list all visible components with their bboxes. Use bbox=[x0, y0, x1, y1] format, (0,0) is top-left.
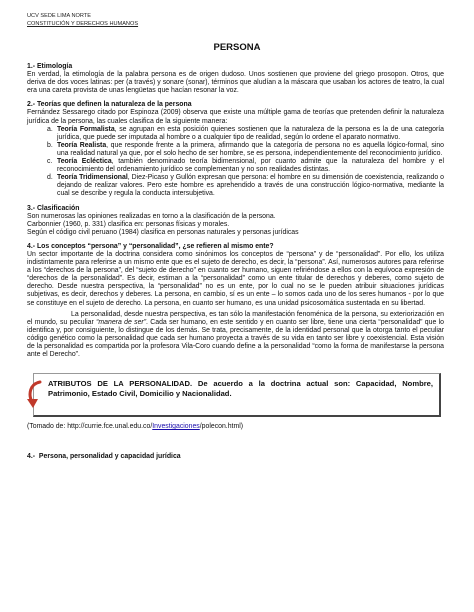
attributes-callout-box bbox=[33, 373, 441, 417]
attributes-text: ATRIBUTOS DE LA PERSONALIDAD. De acuerdo a la doctrina actual son: Capacidad, Nombre, Patrimonio, Estado Civil, Domicilio y Nacionalidad. bbox=[48, 379, 433, 399]
theory-text: , Diez-Picaso y Gullón expresan que persona: el hombre en su dimensión de coexistencia, realizando o dejando de realizar valores. Pero este hombre es aprehendido a través de una construcción lógico-normativa, mediante la cual se describe y regula la conducta intersubjetiva. bbox=[57, 174, 444, 198]
theory-text: , también denominado teoría bidimensional, por cuanto admite que la naturaleza del hombre y el reconocimiento del ordenamiento jurídico se complementan y no son realidades distintas. bbox=[57, 158, 444, 174]
theory-name: Teoría Formalista bbox=[57, 125, 115, 133]
curved-arrow-icon bbox=[26, 380, 46, 410]
paragraph-text: . Cada ser humano, en este sentido y en cuanto ser libre, tiene una cierta “personalidad” que lo identifica y, por consiguiente, lo distingue de los demás. Se trata, precisamente, de la identidad personal que la otorga tanto el peculiar código genético como la personalidad que cada ser humano proyecta a través de su vida en tanto ser libre y coexistencial. Esta visión de la personalidad es compartida por la profesora Vila-Coro cuando define a la personalidad “como la forma de manifestarse la persona ante el Derecho”. bbox=[27, 318, 444, 359]
section-heading-clasificacion: 3.- Clasificación bbox=[27, 204, 80, 212]
section-text-etimologia: En verdad, la etimología de la palabra persona es de origen dudoso. Unos sostienen que proviene del griego prosopon. Otros, que deriva de dos voces latinas: per (a través) y sonare (sonar), términos que aludían a la máscara que usaban los actores de teatro, la cual era una careta provista de unas lengüetas que hacían resonar la voz. bbox=[27, 71, 444, 95]
theory-text: , que responde frente a la primera, afirmando que la categoría de persona no es aquella lógico-formal, sino una realidad natural ya que, por el solo hecho de ser hombre, se es persona, independientemente del reconocimiento jurídico. bbox=[57, 141, 444, 157]
theory-name: Teoría Ecléctica bbox=[57, 158, 112, 166]
list-item bbox=[47, 141, 444, 158]
list-item bbox=[47, 158, 444, 174]
theories-list bbox=[27, 126, 444, 199]
section-paragraph-1: Un sector importante de la doctrina considera como sinónimos los conceptos de “persona” y de “personalidad”. Por ello, los utiliza indistintamente para referirse a un mismo ente que es el sujeto de derecho, es decir, la “persona”. Así, numerosos autores para referirse a los “derechos de la persona”, del “sujeto de derecho” en cuanto ser humano, siguen refiriéndose a ellos con la equívoca expresión de “derechos de la personalidad”. Es decir, estiman a la “personalidad” como un ente titular de derechos y deberes, como sujeto de derecho. Desde nuestra perspectiva, la “personalidad” no es un ente, por lo cual no se le pueden atribuir situaciones jurídicas subjetivas, es decir, derechos y deberes. La persona, en cambio, sí es un ente – lo somos cada uno de los seres humanos - por lo que se constituye en el sujeto de derecho. La persona, en cuanto ser humano, es una unidad psicosomática sustentada en su libertad. bbox=[27, 250, 444, 307]
document-body bbox=[27, 60, 444, 461]
theory-text: , se agrupan en esta posición quienes sostienen que la naturaleza de la persona es la de una categoría jurídica, que puede ser imputada al hombre o a cualquier tipo de realidad, según lo ordene el aparato normativo. bbox=[57, 125, 444, 141]
classification-line: Son numerosas las opiniones realizadas en torno a la clasificación de la persona. bbox=[27, 212, 276, 220]
list-item bbox=[47, 174, 444, 198]
section-heading-conceptos: 4.- Los conceptos “persona” y “personalidad”, ¿se refieren al mismo ente? bbox=[27, 242, 274, 250]
list-marker: b. bbox=[47, 141, 53, 149]
list-marker: a. bbox=[47, 125, 53, 133]
classification-line: Carbonnier (1960, p. 331) clasifica en: personas físicas y morales. bbox=[27, 220, 230, 228]
list-item bbox=[47, 125, 444, 142]
source-suffix: /polecon.html) bbox=[199, 423, 244, 431]
source-link[interactable]: Investigaciones bbox=[152, 423, 200, 431]
classification-line: Según el código civil peruano (1984) clasifica en personas naturales y personas jurídicas bbox=[27, 228, 299, 236]
section-heading-bottom bbox=[27, 453, 444, 461]
page-title: PERSONA bbox=[213, 42, 261, 53]
header-institution: UCV SEDE LIMA NORTE bbox=[27, 13, 91, 19]
header-course: CONSTITUCIÓN Y DERECHOS HUMANOS bbox=[27, 21, 139, 27]
section-heading-etimologia: 1.- Etimología bbox=[27, 63, 73, 70]
section-paragraph-2 bbox=[27, 311, 444, 360]
section-heading-teorias: 2.- Teorías que definen la naturaleza de la persona bbox=[27, 101, 192, 109]
source-prefix: (Tomado de: http://currie.fce.unal.edu.co/ bbox=[27, 423, 153, 431]
bottom-marker: 4.- bbox=[27, 453, 36, 461]
page-header bbox=[27, 12, 138, 28]
list-marker: d. bbox=[47, 174, 53, 182]
paragraph-text: La personalidad, desde nuestra perspectiva, es tan sólo la manifestación fenoménica de la persona, su exteriorización en el mundo, su peculiar bbox=[27, 310, 444, 326]
list-marker: c. bbox=[47, 158, 53, 166]
theory-name: Teoría Tridimensional bbox=[57, 174, 128, 182]
section-intro-teorias: Fernández Sessarego citado por Espinoza (2009) observa que existe una múltiple gama de teorías que pretenden definir la naturaleza jurídica de la persona, las cuales clasifica de la siguiente manera: bbox=[27, 109, 444, 125]
source-citation bbox=[27, 423, 444, 431]
theory-name: Teoría Realista bbox=[57, 141, 107, 149]
paragraph-emphasis: “manera de ser” bbox=[96, 318, 146, 326]
bottom-heading-text: Persona, personalidad y capacidad jurídica bbox=[38, 453, 181, 461]
